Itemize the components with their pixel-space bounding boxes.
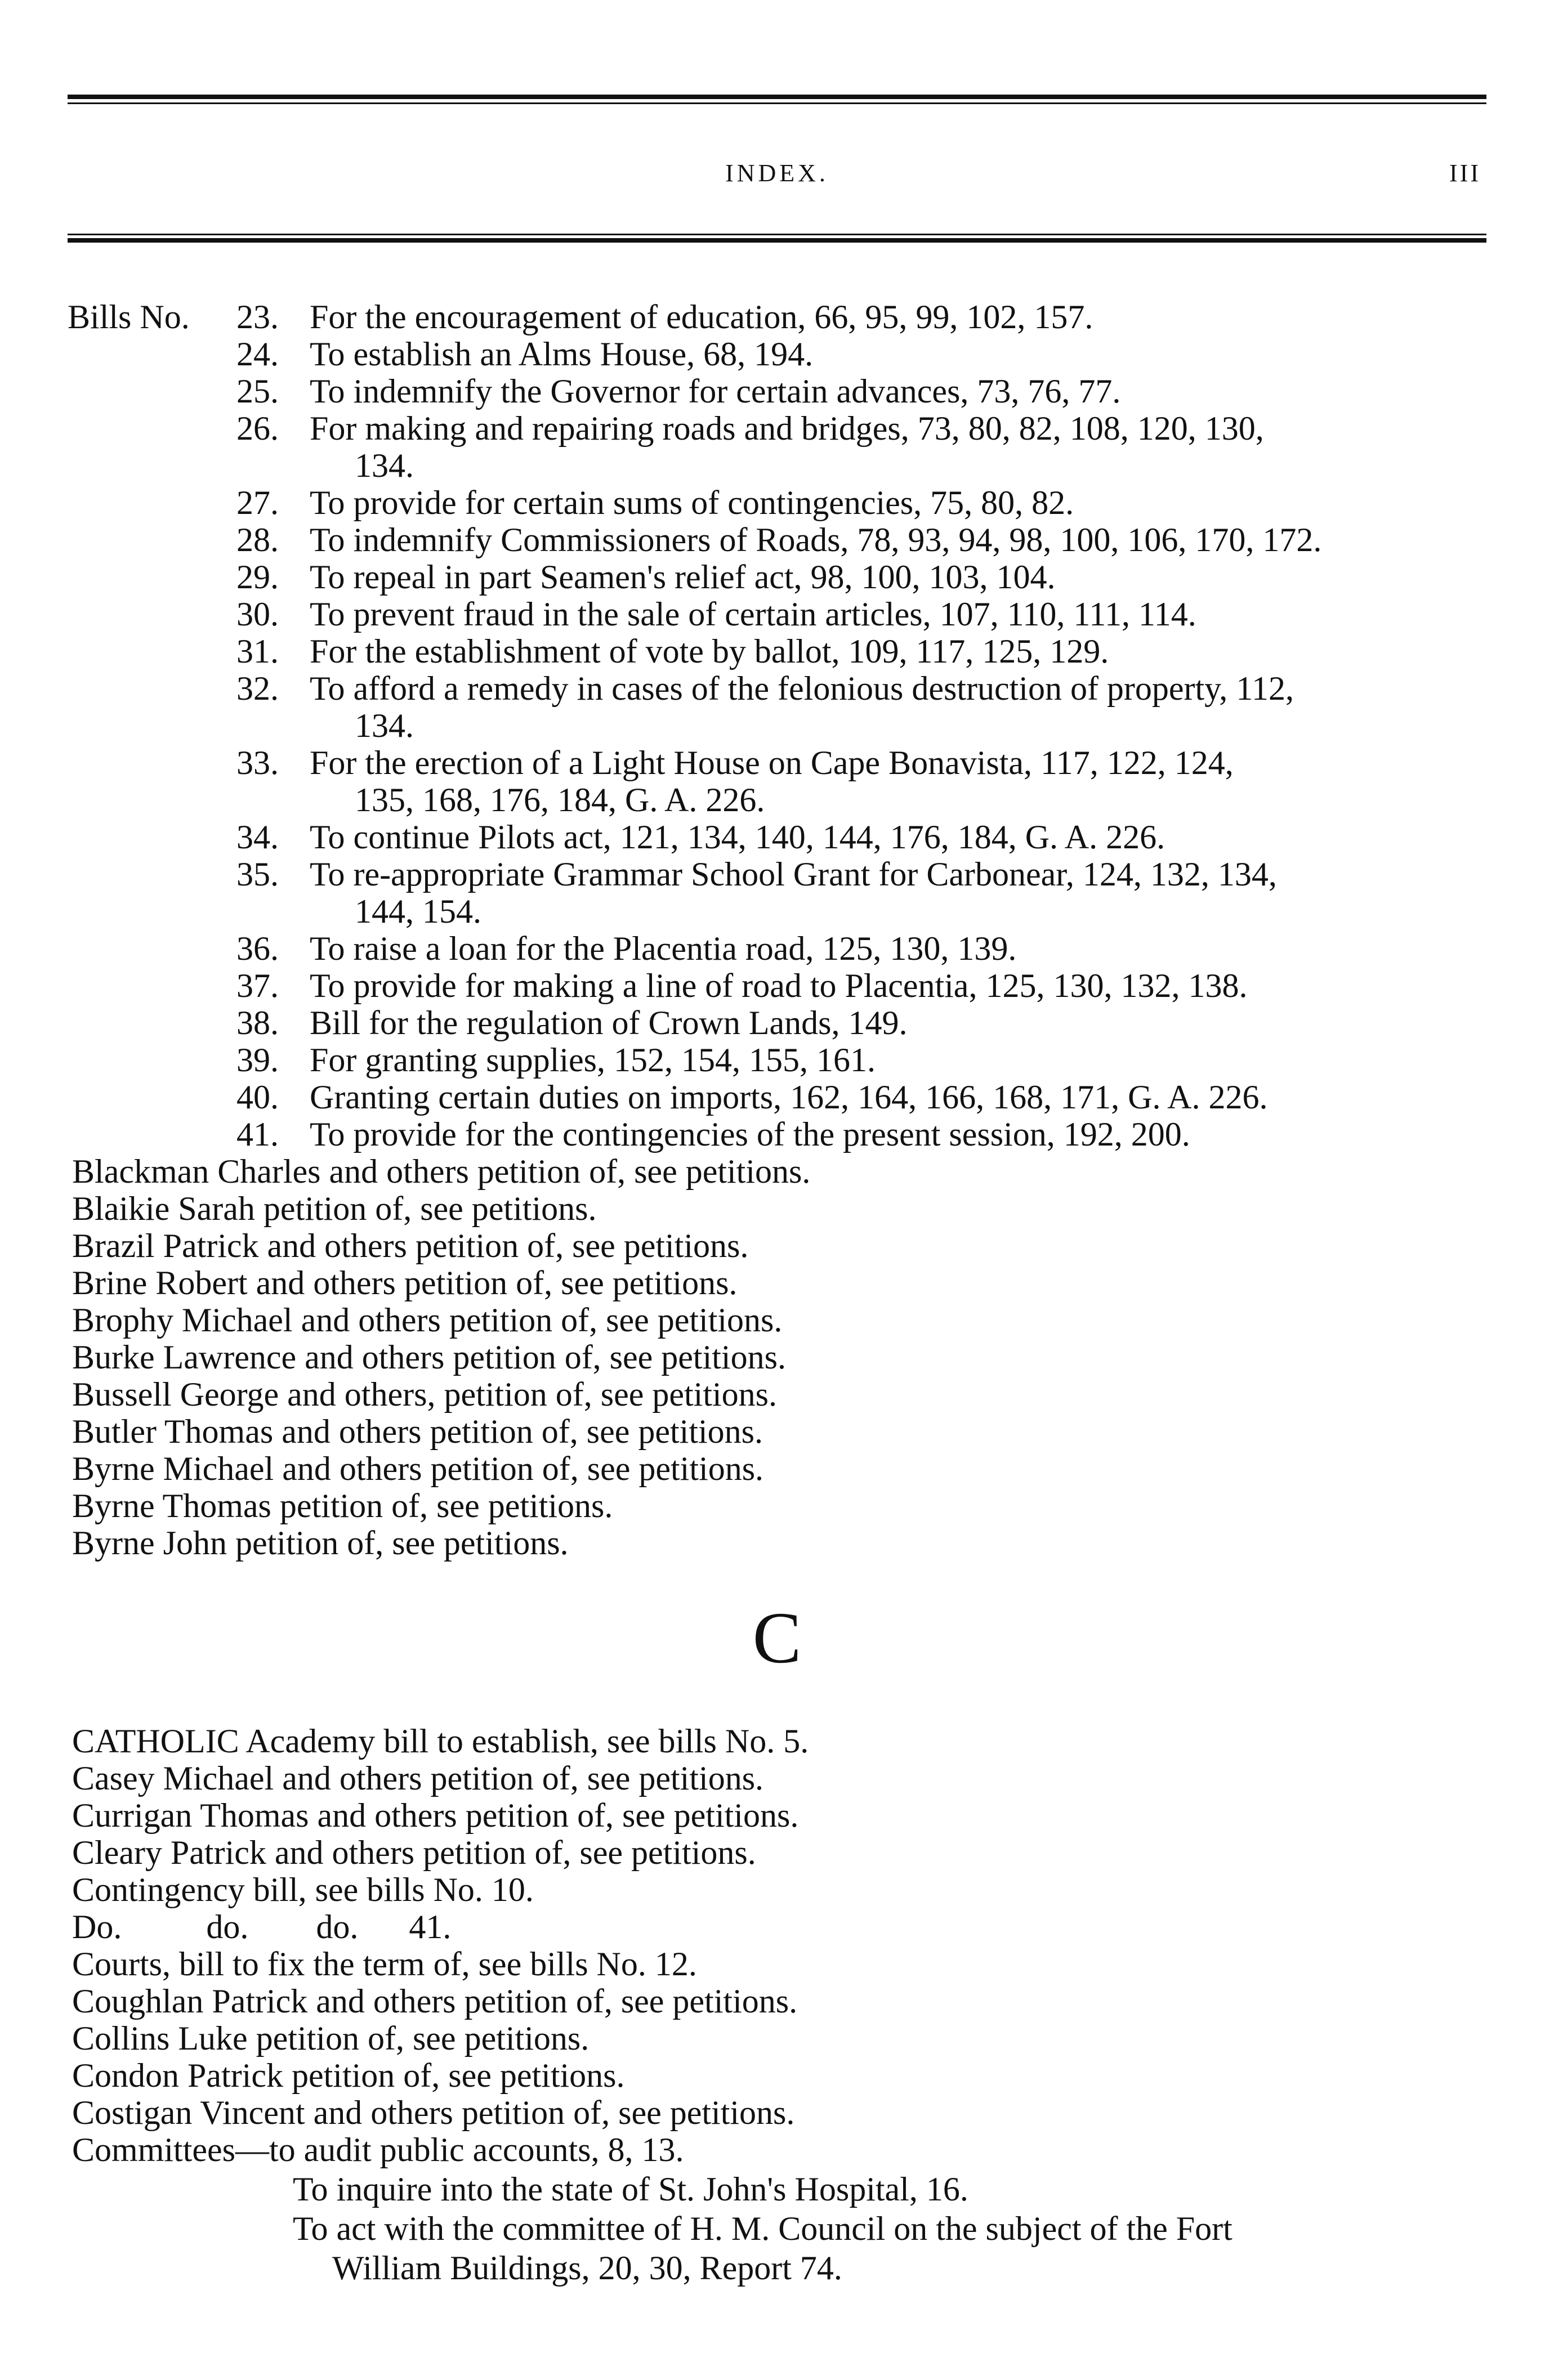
bill-text: To indemnify Commissioners of Roads, 78, 93, 94, 98, 100, 106, 170, 172.	[310, 521, 1322, 558]
bill-number: 37.	[236, 967, 279, 1004]
entry-text: Brophy Michael and others petition of, see petitions.	[72, 1301, 783, 1339]
entry-text: Do. do. do. 41.	[72, 1908, 452, 1945]
entry-text: Blackman Charles and others petition of, see petitions.	[72, 1153, 811, 1190]
header-rule-thick	[68, 95, 1486, 99]
bill-number: 26.	[236, 410, 279, 447]
entry-text: To act with the committee of H. M. Council on the subject of the Fort	[293, 2210, 1233, 2247]
bill-number: 33.	[236, 744, 279, 781]
entry-text: Costigan Vincent and others petition of, see petitions.	[72, 2094, 795, 2131]
bill-number: 38.	[236, 1004, 279, 1041]
bill-text: To establish an Alms House, 68, 194.	[310, 335, 814, 373]
bill-text: For the establishment of vote by ballot, 109, 117, 125, 129.	[310, 633, 1109, 670]
bills-label: Bills No.	[68, 298, 190, 335]
bill-text: For granting supplies, 152, 154, 155, 161.	[310, 1041, 876, 1079]
bill-number: 27.	[236, 484, 279, 521]
entry-text: Bussell George and others, petition of, see petitions.	[72, 1376, 778, 1413]
entry-text: Coughlan Patrick and others petition of, see petitions.	[72, 1983, 798, 2020]
bill-text: To indemnify the Governor for certain advances, 73, 76, 77.	[310, 373, 1121, 410]
entry-text: Brazil Patrick and others petition of, see petitions.	[72, 1227, 749, 1264]
bill-number: 41.	[236, 1116, 279, 1153]
header-rule-lower-thick	[68, 238, 1486, 243]
page-number: III	[1449, 159, 1481, 187]
bill-text: To prevent fraud in the sale of certain articles, 107, 110, 111, 114.	[310, 596, 1196, 633]
bill-number: 39.	[236, 1041, 279, 1079]
bill-text: To re-appropriate Grammar School Grant for Carbonear, 124, 132, 134,	[310, 856, 1277, 893]
section-letter: C	[752, 1598, 802, 1679]
entry-text: Courts, bill to fix the term of, see bills No. 12.	[72, 1945, 697, 1983]
entry-text: Byrne John petition of, see petitions.	[72, 1524, 569, 1562]
entry-text: To inquire into the state of St. John's Hospital, 16.	[293, 2171, 968, 2208]
bill-number: 29.	[236, 558, 279, 596]
entry-text: Blaikie Sarah petition of, see petitions.	[72, 1190, 597, 1227]
bill-number: 32.	[236, 670, 279, 707]
entry-text: Committees—to audit public accounts, 8, 13.	[72, 2131, 684, 2168]
entry-text: Currigan Thomas and others petition of, see petitions.	[72, 1797, 799, 1834]
bill-text: Bill for the regulation of Crown Lands, 149.	[310, 1004, 908, 1041]
entry-text: Brine Robert and others petition of, see petitions.	[72, 1264, 738, 1301]
bill-text: To provide for certain sums of contingencies, 75, 80, 82.	[310, 484, 1074, 521]
bill-text-continued: 134.	[355, 707, 414, 744]
bill-text: To provide for making a line of road to Placentia, 125, 130, 132, 138.	[310, 967, 1248, 1004]
bill-text: For the encouragement of education, 66, 95, 99, 102, 157.	[310, 298, 1093, 335]
header-rule-lower-thin	[68, 234, 1486, 235]
header-rule-thin	[68, 102, 1486, 104]
bill-number: 31.	[236, 633, 279, 670]
bill-text: Granting certain duties on imports, 162, 164, 166, 168, 171, G. A. 226.	[310, 1079, 1268, 1116]
bill-number: 25.	[236, 373, 279, 410]
entry-text: Contingency bill, see bills No. 10.	[72, 1871, 534, 1908]
bill-text: For the erection of a Light House on Cape Bonavista, 117, 122, 124,	[310, 744, 1234, 781]
bill-number: 40.	[236, 1079, 279, 1116]
entry-text: Casey Michael and others petition of, see petitions.	[72, 1760, 764, 1797]
bill-number: 28.	[236, 521, 279, 558]
bill-text: To raise a loan for the Placentia road, 125, 130, 139.	[310, 930, 1017, 967]
entry-text: Cleary Patrick and others petition of, see petitions.	[72, 1834, 756, 1871]
entry-text: Byrne Michael and others petition of, see petitions.	[72, 1450, 764, 1487]
bill-number: 23.	[236, 298, 279, 335]
entry-text: Burke Lawrence and others petition of, see petitions.	[72, 1339, 786, 1376]
entry-text: Butler Thomas and others petition of, see petitions.	[72, 1413, 763, 1450]
bill-text-continued: 135, 168, 176, 184, G. A. 226.	[355, 781, 765, 818]
bill-text: For making and repairing roads and bridges, 73, 80, 82, 108, 120, 130,	[310, 410, 1264, 447]
entry-text: Condon Patrick petition of, see petitions.	[72, 2057, 625, 2094]
bill-number: 30.	[236, 596, 279, 633]
bill-number: 35.	[236, 856, 279, 893]
bill-text: To continue Pilots act, 121, 134, 140, 144, 176, 184, G. A. 226.	[310, 818, 1166, 856]
page-title: INDEX.	[725, 159, 829, 187]
entry-text: CATHOLIC Academy bill to establish, see bills No. 5.	[72, 1723, 809, 1760]
bill-number: 34.	[236, 818, 279, 856]
bill-number: 24.	[236, 335, 279, 373]
bill-text-continued: 134.	[355, 447, 414, 484]
entry-text: William Buildings, 20, 30, Report 74.	[332, 2249, 842, 2287]
bill-text: To repeal in part Seamen's relief act, 98, 100, 103, 104.	[310, 558, 1056, 596]
entry-text: Collins Luke petition of, see petitions.	[72, 2020, 590, 2057]
entry-text: Byrne Thomas petition of, see petitions.	[72, 1487, 613, 1524]
bill-number: 36.	[236, 930, 279, 967]
bill-text: To provide for the contingencies of the present session, 192, 200.	[310, 1116, 1190, 1153]
bill-text-continued: 144, 154.	[355, 893, 481, 930]
bill-text: To afford a remedy in cases of the felonious destruction of property, 112,	[310, 670, 1294, 707]
